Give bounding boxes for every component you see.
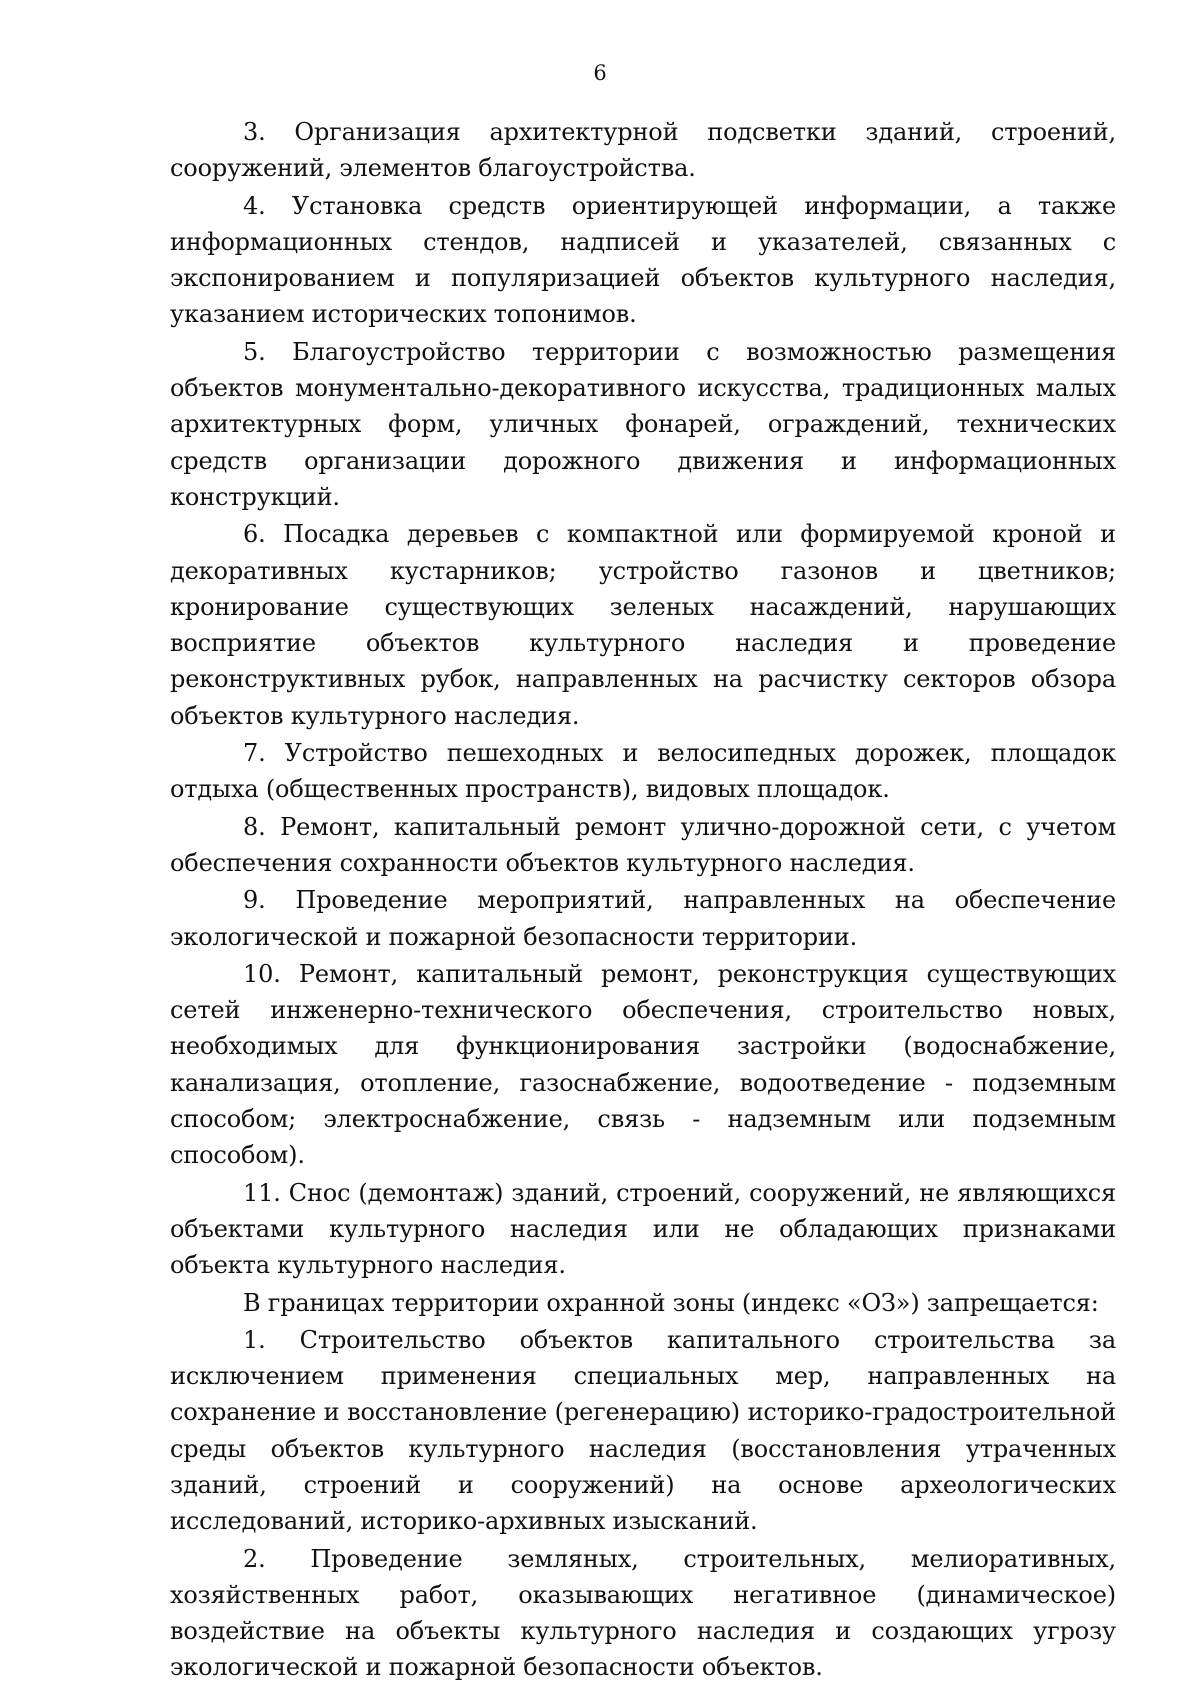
prohibition-item-2: 2. Проведение земляных, строительных, мелиоративных, хозяйственных работ, оказывающих негативное (динамическое) воздействие на объекты культурного наследия и создающих угрозу экологической и пожарной безопасности объектов. bbox=[170, 1544, 1116, 1682]
paragraph-item-7: 7. Устройство пешеходных и велосипедных дорожек, площадок отдыха (общественных пространств), видовых площадок. bbox=[170, 739, 1116, 804]
paragraph-item-11: 11. Снос (демонтаж) зданий, строений, сооружений, не являющихся объектами культурного наследия или не обладающих признаками объекта культурного наследия. bbox=[170, 1178, 1116, 1280]
section-heading-oz: В границах территории охранной зоны (индекс «ОЗ») запрещается: bbox=[243, 1288, 1099, 1317]
paragraph-item-10: 10. Ремонт, капитальный ремонт, реконструкция существующих сетей инженерно-технического обеспечения, строительство новых, необходимых для функционирования застройки (водоснабжение, канализация, отопление, газоснабжение, водоотведение - подземным способом; электроснабжение, связь - надземным или подземным способом). bbox=[170, 959, 1116, 1170]
paragraph-item-6: 6. Посадка деревьев с компактной или формируемой кроной и декоративных кустарников; устройство газонов и цветников; кронирование существующих зеленых насаждений, нарушающих восприятие объектов культурного наследия и проведение реконструктивных рубок, направленных на расчистку секторов обзора объектов культурного наследия. bbox=[170, 520, 1116, 730]
prohibition-item-1: 1. Строительство объектов капитального строительства за исключением применения специальных мер, направленных на сохранение и восстановление (регенерацию) историко-градостроительной среды объектов культурного наследия (восстановления утраченных зданий, строений и сооружений) на основе археологических исследований, историко-архивных изысканий. bbox=[170, 1325, 1116, 1536]
paragraph-item-4: 4. Установка средств ориентирующей информации, а также информационных стендов, надписей и указателей, связанных с экспонированием и популяризацией объектов культурного наследия, указанием исторических топонимов. bbox=[170, 191, 1116, 329]
document-body bbox=[170, 114, 1116, 1687]
page-number: 6 bbox=[593, 61, 607, 85]
paragraph-item-8: 8. Ремонт, капитальный ремонт улично-дорожной сети, с учетом обеспечения сохранности объектов культурного наследия. bbox=[170, 812, 1116, 877]
paragraph-item-3: 3. Организация архитектурной подсветки зданий, строений, сооружений, элементов благоустройства. bbox=[170, 118, 1116, 183]
paragraph-item-9: 9. Проведение мероприятий, направленных на обеспечение экологической и пожарной безопасности территории. bbox=[170, 886, 1116, 951]
paragraph-item-5: 5. Благоустройство территории с возможностью размещения объектов монументально-декоративного искусства, традиционных малых архитектурных форм, уличных фонарей, ограждений, технических средств организации дорожного движения и информационных конструкций. bbox=[170, 337, 1116, 511]
